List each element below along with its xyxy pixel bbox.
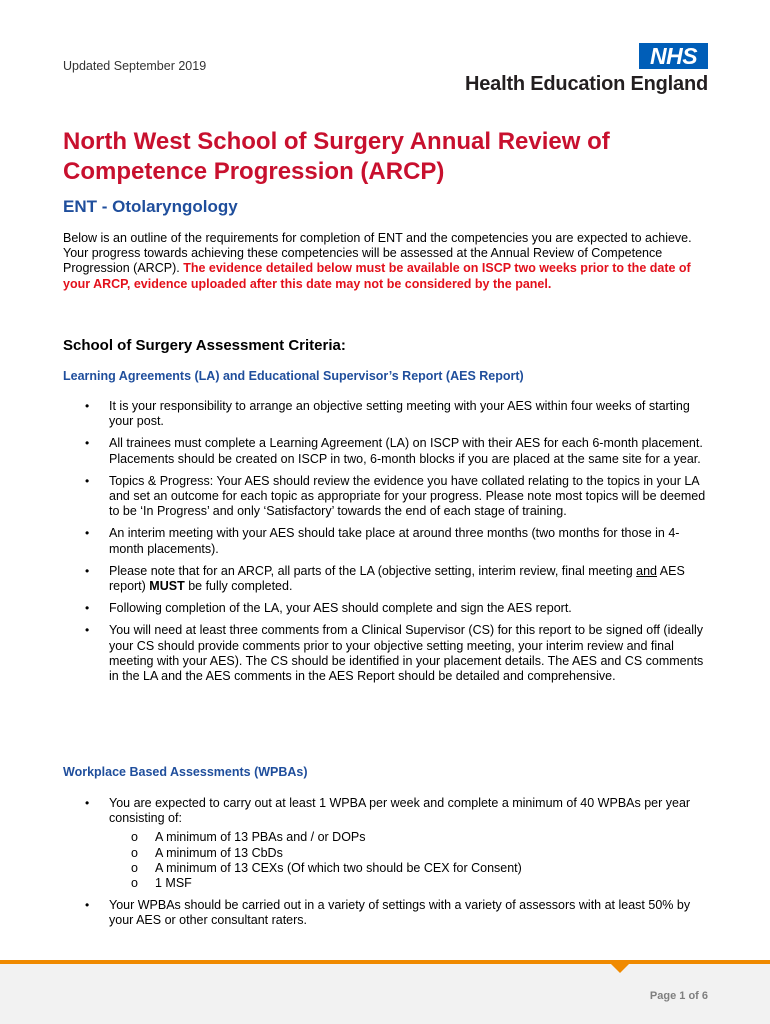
sub-list-item bbox=[109, 846, 709, 861]
page-subtitle: ENT - Otolaryngology bbox=[63, 197, 238, 216]
list-item bbox=[63, 623, 709, 684]
list-item-text: It is your responsibility to arrange an objective setting meeting with your AES within four weeks of starting your post. bbox=[109, 399, 690, 429]
emphasis-must: MUST bbox=[149, 579, 185, 594]
list-item bbox=[63, 796, 709, 891]
footer-notch-icon bbox=[610, 963, 630, 973]
list-item-text: Your WPBAs should be carried out in a variety of settings with a variety of assessors with at least 50% by your AES or other consultant raters. bbox=[109, 898, 691, 928]
bullet-icon: • bbox=[85, 796, 90, 810]
underlined-and: and bbox=[636, 563, 657, 578]
bullet-icon: • bbox=[85, 623, 90, 638]
list-item bbox=[63, 564, 709, 594]
bullet-icon: • bbox=[85, 473, 90, 488]
sub-list-item-text: A minimum of 13 CEXs (Of which two should be CEX for Consent) bbox=[155, 860, 522, 875]
intro-text: Below is an outline of the requirements for completion of ENT and the competencies you are expected to achieve. Your progress towards achieving these competencies will be assessed at the Annual Review of Competence Progression (ARCP). bbox=[63, 231, 692, 276]
org-name: Health Education England bbox=[465, 73, 708, 95]
list-item-text: Please note that for an ARCP, all parts of the LA (objective setting, interim review, final meeting bbox=[109, 563, 637, 578]
list-item bbox=[63, 898, 709, 928]
intro-paragraph bbox=[63, 231, 709, 292]
criteria-heading: School of Surgery Assessment Criteria: bbox=[63, 337, 346, 354]
list-item-text: All trainees must complete a Learning Agreement (LA) on ISCP with their AES for each 6-month placement. Placements should be created on ISCP in two, 6-month blocks if you are placed at the same site for a year. bbox=[109, 436, 703, 466]
wpba-bullet-list bbox=[63, 796, 709, 936]
list-item-text: Topics & Progress: Your AES should review the evidence you have collated relating to the topics in your LA and set an outcome for each topic as appropriate for your progress. Please note most topics will be deemed to be ‘In Progress’ and only ‘Satisfactory’ towards the end of each stage of training. bbox=[109, 473, 706, 519]
updated-date: Updated September 2019 bbox=[63, 59, 207, 73]
list-item-text: You will need at least three comments from a Clinical Supervisor (CS) for this report to be signed off (ideally your CS should provide comments prior to your objective setting meeting, your interim review and final meeting with your AES). The CS should be identified in your placement details. The AES and CS comments in the LA and the AES comments in the AES Report should be detailed and comprehensive. bbox=[109, 623, 704, 684]
sub-list-item-text: A minimum of 13 PBAs and / or DOPs bbox=[155, 830, 366, 845]
la-section-heading: Learning Agreements (LA) and Educational Supervisor’s Report (AES Report) bbox=[63, 369, 524, 383]
bullet-icon: • bbox=[85, 563, 90, 578]
page-number: Page 1 of 6 bbox=[649, 990, 708, 1002]
nhs-logo: NHS bbox=[639, 43, 708, 69]
wpba-sub-list bbox=[109, 830, 709, 891]
bullet-icon: • bbox=[85, 898, 90, 913]
footer-divider bbox=[0, 960, 770, 964]
list-item-text: be fully completed. bbox=[184, 579, 293, 594]
list-item-text: Following completion of the LA, your AES should complete and sign the AES report. bbox=[109, 601, 572, 616]
bullet-icon: • bbox=[85, 399, 90, 413]
intro-warning: The evidence detailed below must be available on ISCP two weeks prior to the date of your ARCP, evidence uploaded after this date may not be considered by the panel. bbox=[63, 261, 691, 291]
list-item-text: An interim meeting with your AES should take place at around three months (two months for those in 4-month placements). bbox=[109, 526, 680, 556]
sub-list-item bbox=[109, 876, 709, 891]
list-item-text: AES report) bbox=[109, 563, 685, 594]
list-item bbox=[63, 526, 709, 556]
circle-bullet-icon: o bbox=[131, 830, 138, 845]
page-title: North West School of Surgery Annual Review of Competence Progression (ARCP) bbox=[63, 128, 610, 185]
list-item bbox=[63, 474, 709, 520]
list-item bbox=[63, 601, 709, 616]
bullet-icon: • bbox=[85, 526, 90, 541]
bullet-icon: • bbox=[85, 436, 90, 451]
list-item bbox=[63, 436, 709, 466]
sub-list-item-text: A minimum of 13 CbDs bbox=[155, 845, 283, 860]
list-item-text: You are expected to carry out at least 1 WPBA per week and complete a minimum of 40 WPBAs per year consisting of: bbox=[109, 796, 691, 826]
circle-bullet-icon: o bbox=[131, 876, 138, 891]
list-item bbox=[63, 399, 709, 429]
la-bullet-list bbox=[63, 399, 709, 691]
circle-bullet-icon: o bbox=[131, 860, 138, 875]
bullet-icon: • bbox=[85, 601, 90, 616]
wpba-section-heading: Workplace Based Assessments (WPBAs) bbox=[63, 765, 308, 779]
sub-list-item bbox=[109, 861, 709, 876]
sub-list-item-text: 1 MSF bbox=[155, 876, 192, 891]
circle-bullet-icon: o bbox=[131, 845, 138, 860]
sub-list-item bbox=[109, 830, 709, 845]
